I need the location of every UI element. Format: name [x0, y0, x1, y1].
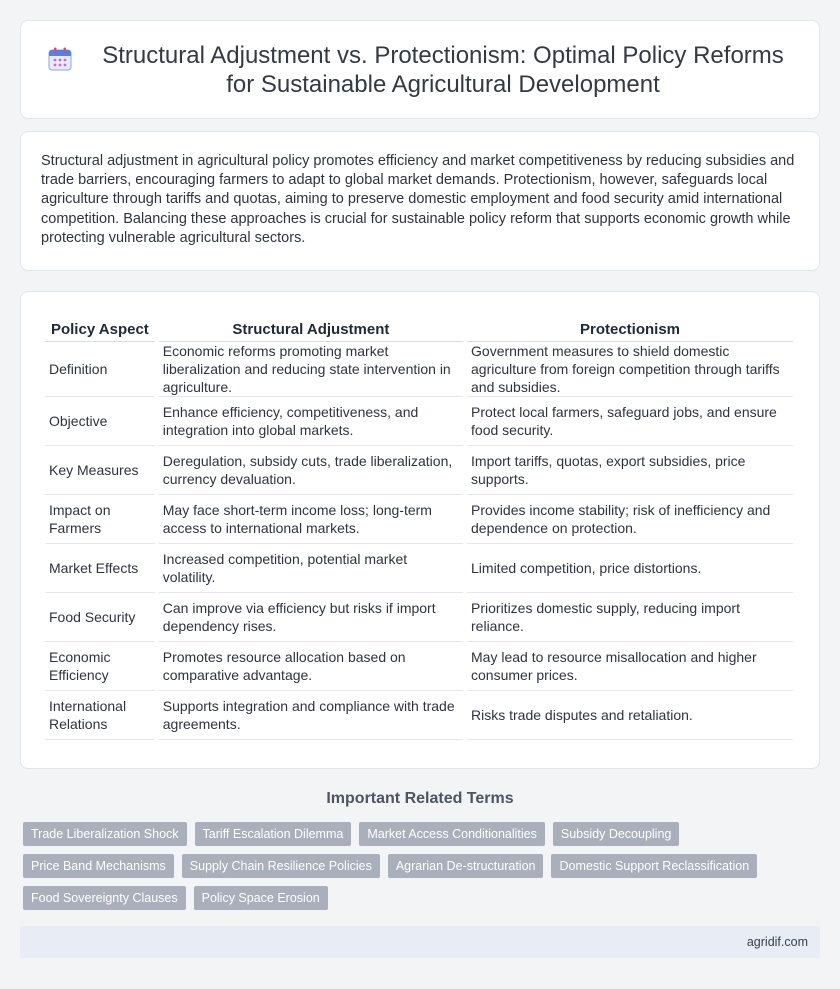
row-structural-adjustment: Enhance efficiency, competitiveness, and integration into global markets.: [159, 397, 463, 446]
table-row: [45, 642, 793, 691]
table-row: [45, 495, 793, 544]
table-row: [45, 691, 793, 740]
row-protectionism: May lead to resource misallocation and higher consumer prices.: [467, 642, 793, 691]
footer: [20, 926, 820, 958]
related-terms-list: [23, 822, 813, 910]
comparison-table: [41, 312, 797, 740]
table-row: [45, 446, 793, 495]
related-term-tag[interactable]: Tariff Escalation Dilemma: [195, 822, 352, 846]
intro-card: [20, 131, 820, 271]
table-row: [45, 397, 793, 446]
related-term-tag[interactable]: Agrarian De-structuration: [388, 854, 544, 878]
table-header-row: [45, 312, 793, 342]
related-term-tag[interactable]: Policy Space Erosion: [194, 886, 328, 910]
row-protectionism: Provides income stability; risk of inefficiency and dependence on protection.: [467, 495, 793, 544]
row-structural-adjustment: Can improve via efficiency but risks if import dependency rises.: [159, 593, 463, 642]
related-term-tag[interactable]: Subsidy Decoupling: [553, 822, 680, 846]
row-protectionism: Import tariffs, quotas, export subsidies, price supports.: [467, 446, 793, 495]
row-structural-adjustment: May face short-term income loss; long-term access to international markets.: [159, 495, 463, 544]
footer-site-link[interactable]: agridif.com: [746, 935, 808, 949]
comparison-table-card: [20, 291, 820, 769]
related-term-tag[interactable]: Market Access Conditionalities: [359, 822, 545, 846]
table-row: [45, 342, 793, 397]
related-terms-title: Important Related Terms: [326, 790, 514, 807]
calendar-icon: [47, 41, 93, 77]
related-term-tag[interactable]: Domestic Support Reclassification: [551, 854, 757, 878]
row-structural-adjustment: Economic reforms promoting market liberalization and reducing state intervention in agriculture.: [159, 342, 463, 397]
column-header-protectionism: Protectionism: [467, 312, 793, 342]
page-title: Structural Adjustment vs. Protectionism: Optimal Policy Reforms for Sustainable Agricultural Development: [102, 41, 784, 98]
row-protectionism: Risks trade disputes and retaliation.: [467, 691, 793, 740]
related-term-tag[interactable]: Supply Chain Resilience Policies: [182, 854, 380, 878]
related-term-tag[interactable]: Price Band Mechanisms: [23, 854, 174, 878]
intro-paragraph: Structural adjustment in agricultural policy promotes efficiency and market competitiveness by reducing subsidies and trade barriers, encouraging farmers to adapt to global market demands. Protectionism, however, safeguards local agriculture through tariffs and quotas, aiming to preserve domestic employment and food security amid international competition. Balancing these approaches is crucial for sustainable policy reform that supports economic growth while protecting vulnerable agricultural sectors.: [41, 153, 795, 246]
row-structural-adjustment: Supports integration and compliance with trade agreements.: [159, 691, 463, 740]
row-aspect: Economic Efficiency: [45, 642, 155, 691]
row-protectionism: Government measures to shield domestic agriculture from foreign competition through tariffs and subsidies.: [467, 342, 793, 397]
row-aspect: International Relations: [45, 691, 155, 740]
row-structural-adjustment: Increased competition, potential market volatility.: [159, 544, 463, 593]
column-header-structural-adjustment: Structural Adjustment: [159, 312, 463, 342]
row-aspect: Food Security: [45, 593, 155, 642]
row-structural-adjustment: Deregulation, subsidy cuts, trade liberalization, currency devaluation.: [159, 446, 463, 495]
title-card: [20, 20, 820, 119]
related-term-tag[interactable]: Food Sovereignty Clauses: [23, 886, 186, 910]
column-header-policy-aspect: Policy Aspect: [45, 312, 155, 342]
row-aspect: Key Measures: [45, 446, 155, 495]
row-aspect: Definition: [45, 342, 155, 397]
row-aspect: Market Effects: [45, 544, 155, 593]
row-aspect: Impact on Farmers: [45, 495, 155, 544]
related-term-tag[interactable]: Trade Liberalization Shock: [23, 822, 187, 846]
row-protectionism: Limited competition, price distortions.: [467, 544, 793, 593]
row-protectionism: Prioritizes domestic supply, reducing import reliance.: [467, 593, 793, 642]
table-row: [45, 544, 793, 593]
row-structural-adjustment: Promotes resource allocation based on comparative advantage.: [159, 642, 463, 691]
row-protectionism: Protect local farmers, safeguard jobs, and ensure food security.: [467, 397, 793, 446]
table-row: [45, 593, 793, 642]
row-aspect: Objective: [45, 397, 155, 446]
